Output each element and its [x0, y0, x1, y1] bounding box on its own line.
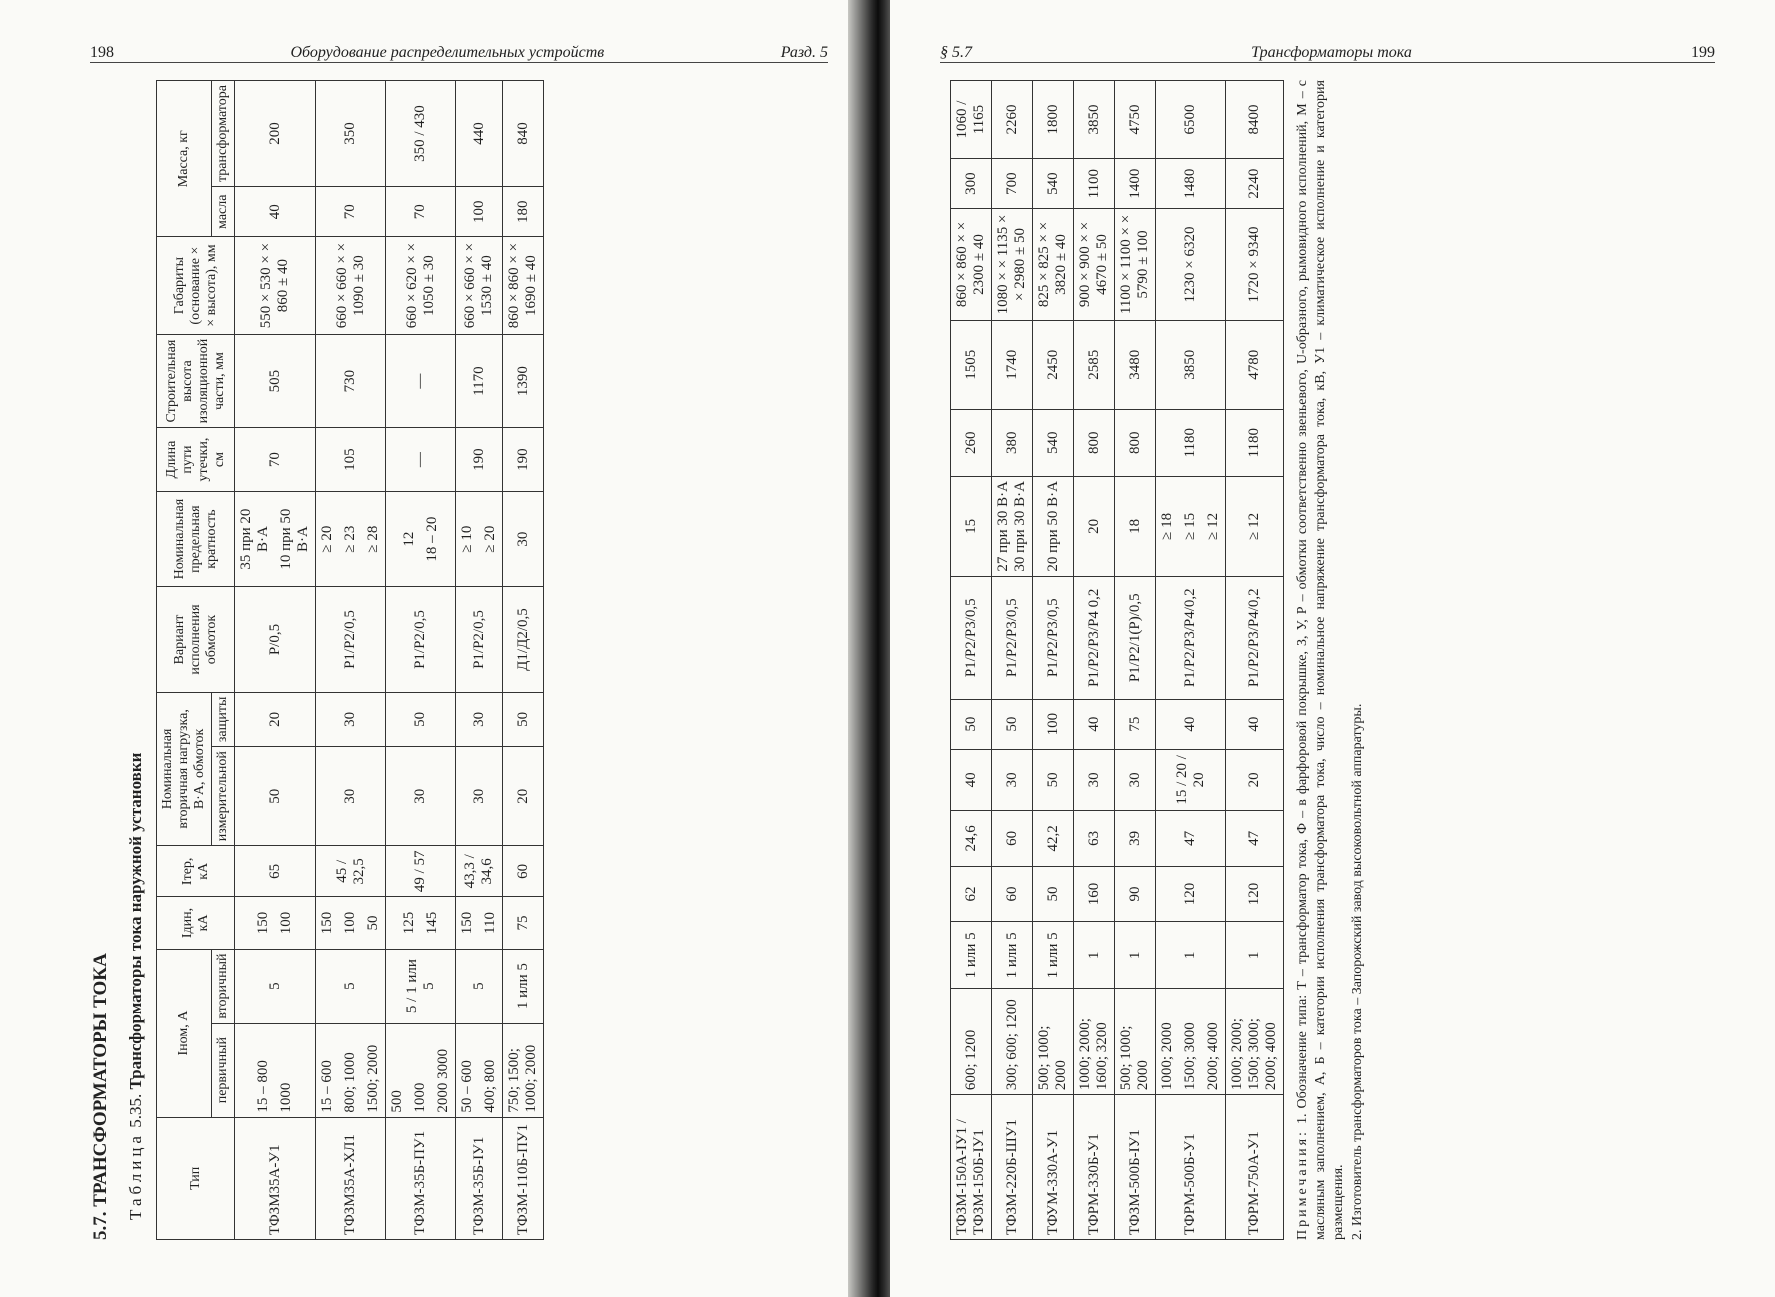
- cell-mult-item: 18: [1126, 518, 1143, 534]
- cell-height: 505: [235, 334, 316, 428]
- hdr-primary: первичный: [212, 1023, 235, 1117]
- cell-idyn-item: 160: [1085, 882, 1102, 906]
- cell-primary: [1115, 989, 1156, 1095]
- cell-dims: 900 × 900 × × 4670 ± 50: [1074, 209, 1115, 320]
- cell-primary: [456, 1023, 503, 1117]
- cell-primary-item: 1000: [278, 1082, 295, 1113]
- cell-dims: 860 × 860 × × 2300 ± 40: [951, 209, 992, 320]
- right-running-title: Трансформаторы тока: [1251, 44, 1412, 61]
- cell-primary-item: 400; 800: [482, 1059, 499, 1113]
- cell-iter: 42,2: [1033, 810, 1074, 866]
- cell-mult-item: ≥ 20: [482, 525, 499, 553]
- cell-idyn-item: 60: [1003, 886, 1020, 902]
- cell-dims: 860 × 860 × × 1690 ± 40: [503, 237, 544, 334]
- cell-primary-item: 1000; 2000; 1600; 3200: [1077, 1018, 1110, 1091]
- cell-leak: 1180: [1156, 409, 1226, 476]
- cell-meas: 15 / 20 / 20: [1156, 749, 1226, 810]
- section-title: 5.7. ТРАНСФОРМАТОРЫ ТОКА: [90, 953, 111, 1240]
- cell-oil: 70: [386, 187, 456, 237]
- cell-variant: Р1/Р2/Р3/0,5: [992, 576, 1033, 699]
- cell-meas: 30: [456, 747, 503, 846]
- cell-meas: 30: [992, 749, 1033, 810]
- cell-variant: Р/0,5: [235, 587, 316, 692]
- cell-primary-item: 1500; 2000: [365, 1044, 382, 1113]
- cell-idyn: [1115, 866, 1156, 922]
- table-row: [1033, 81, 1074, 1240]
- cell-primary-item: 300; 600; 1200: [1003, 999, 1020, 1091]
- cell-prot: 20: [235, 692, 316, 747]
- cell-oil: 300: [951, 159, 992, 209]
- cell-mult: [1156, 476, 1226, 576]
- cell-iter: 60: [503, 846, 544, 897]
- hdr-mass-oil: масла: [212, 187, 235, 237]
- cell-idyn-item: 100: [342, 911, 359, 935]
- cell-leak: —: [386, 428, 456, 491]
- cell-dims: 1100 × 1100 × × 5790 ± 100: [1115, 209, 1156, 320]
- cell-oil: 100: [456, 187, 503, 237]
- left-page: [0, 0, 868, 1297]
- cell-type: ТФЗМ-150А-ІУ1 / ТФЗМ-150Б-ІУ1: [951, 1095, 992, 1240]
- cell-prot: 100: [1033, 699, 1074, 749]
- hdr-meas: измерительной: [212, 747, 235, 846]
- cell-secondary: 1 или 5: [1033, 922, 1074, 989]
- cell-secondary: 1: [1074, 922, 1115, 989]
- table-row: [992, 81, 1033, 1240]
- cell-idyn-item: 120: [1246, 882, 1262, 906]
- cell-variant: Р1/Р2/Р3/Р4/0,2: [1226, 576, 1284, 699]
- cell-height: 3850: [1156, 320, 1226, 409]
- hdr-secondary: вторичный: [212, 949, 235, 1023]
- cell-primary-item: 50 – 600: [459, 1060, 476, 1113]
- hdr-mass-transformer: трансформатора: [212, 81, 235, 187]
- cell-primary-item: 750; 1500; 1000; 2000: [506, 1044, 540, 1113]
- cell-leak: 380: [992, 409, 1033, 476]
- cell-primary-item: 600; 1200: [962, 1029, 979, 1091]
- cell-iter: 47: [1156, 810, 1226, 866]
- cell-type: ТФУМ-330А-У1: [1033, 1095, 1074, 1240]
- cell-mult: [235, 491, 316, 587]
- cell-mult: [386, 491, 456, 587]
- cell-primary: [951, 989, 992, 1095]
- cell-primary: [503, 1023, 544, 1117]
- cell-idyn: [951, 866, 992, 922]
- cell-prot: 40: [1226, 699, 1284, 749]
- left-page-header: [90, 40, 828, 63]
- cell-idyn: [386, 897, 456, 949]
- data-table-left: [156, 80, 544, 1240]
- cell-meas: 30: [1074, 749, 1115, 810]
- table-row: [316, 81, 386, 1240]
- cell-oil: 540: [1033, 159, 1074, 209]
- cell-dims: 660 × 660 × × 1090 ± 30: [316, 237, 386, 334]
- cell-meas: 50: [235, 747, 316, 846]
- cell-oil: 70: [316, 187, 386, 237]
- cell-mult-item: ≥ 12: [1246, 512, 1262, 540]
- table-notes: [1294, 80, 1367, 1240]
- cell-type: ТФЗМ-220Б-ШУ1: [992, 1095, 1033, 1240]
- table-caption-prefix: Таблица: [126, 1132, 145, 1220]
- cell-variant: Р1/Р2/0,5: [386, 587, 456, 692]
- cell-prot: 50: [951, 699, 992, 749]
- cell-dims: 660 × 660 × × 1530 ± 40: [456, 237, 503, 334]
- cell-secondary: 1 или 5: [992, 922, 1033, 989]
- table-row: [1074, 81, 1115, 1240]
- hdr-dims: Габариты (основание × × высота), мм: [157, 237, 235, 334]
- left-page-number: 198: [90, 44, 114, 61]
- cell-mult: [992, 476, 1033, 576]
- table-caption: [126, 80, 148, 1220]
- cell-mass: 8400: [1226, 81, 1284, 159]
- cell-mult-item: ≥ 10: [459, 525, 476, 553]
- cell-variant: Р1/Р2/0,5: [316, 587, 386, 692]
- cell-prot: 50: [386, 692, 456, 747]
- cell-idyn: [1033, 866, 1074, 922]
- note-1: 1. Обозначение типа: Т – трансформатор тока, Ф – в фарфоровой покрышке, З, У, Р – обмотки соответственно звеньевого, U-образного, рымовидного исполнений, М – с масляным заполнением, А, Б – категории исполнения трансформатора тока, число – номинальное напряжение трансформатора тока, кВ, У1 – климатическое исполнение и категория размещения.: [1295, 80, 1347, 1240]
- cell-idyn: [503, 897, 544, 949]
- cell-height: 1740: [992, 320, 1033, 409]
- cell-idyn-item: 150: [319, 911, 336, 935]
- table-caption-number: 5.35.: [126, 1093, 145, 1128]
- cell-secondary: 1 или 5: [503, 949, 544, 1023]
- cell-height: 730: [316, 334, 386, 428]
- cell-prot: 50: [503, 692, 544, 747]
- cell-primary-item: 2000 3000: [435, 1048, 452, 1113]
- cell-height: 3480: [1115, 320, 1156, 409]
- cell-meas: 40: [951, 749, 992, 810]
- table-body-right: [951, 81, 1284, 1240]
- cell-mult-item: 20: [1085, 518, 1102, 534]
- cell-idyn: [456, 897, 503, 949]
- table-row: [951, 81, 992, 1240]
- cell-primary-item: 15 – 600: [319, 1060, 336, 1113]
- cell-idyn-item: 100: [278, 911, 295, 935]
- cell-mult-item: 27 при 30 В·А 30 при 30 В·А: [995, 481, 1028, 572]
- cell-leak: 540: [1033, 409, 1074, 476]
- cell-secondary: 1 или 5: [951, 922, 992, 989]
- cell-type: ТФЗМ-500Б-ІУ1: [1115, 1095, 1156, 1240]
- cell-primary-item: 500; 1000; 2000: [1118, 1025, 1151, 1091]
- cell-leak: 70: [235, 428, 316, 491]
- cell-variant: Р1/Р2/Р3/Р4/0,2: [1156, 576, 1226, 699]
- cell-idyn: [235, 897, 316, 949]
- cell-idyn-item: 110: [482, 911, 499, 934]
- table-body-left: [235, 81, 544, 1240]
- cell-mass: 1800: [1033, 81, 1074, 159]
- cell-mult-item: ≥ 28: [365, 525, 382, 553]
- cell-idyn-item: 62: [962, 886, 979, 902]
- cell-leak: 260: [951, 409, 992, 476]
- cell-mult: [456, 491, 503, 587]
- cell-mass: 200: [235, 81, 316, 187]
- cell-idyn-item: 150: [459, 911, 476, 935]
- cell-prot: 30: [456, 692, 503, 747]
- right-section-ref: § 5.7: [940, 44, 972, 61]
- cell-leak: 800: [1115, 409, 1156, 476]
- table-row: [1115, 81, 1156, 1240]
- cell-oil: 180: [503, 187, 544, 237]
- cell-mult-item: 35 при 20 В·А: [238, 508, 272, 570]
- cell-type: ТФРМ-330Б-У1: [1074, 1095, 1115, 1240]
- cell-idyn-item: 75: [514, 915, 531, 931]
- cell-type: ТФЗМ-35Б-ІУ1: [456, 1117, 503, 1239]
- cell-variant: Р1/Р2/Р3/0,5: [951, 576, 992, 699]
- cell-primary: [1033, 989, 1074, 1095]
- cell-primary: [386, 1023, 456, 1117]
- cell-mult-item: ≥ 20: [319, 525, 336, 553]
- cell-variant: Р1/Р2/1(Р)/0,5: [1115, 576, 1156, 699]
- cell-iter: 63: [1074, 810, 1115, 866]
- cell-variant: Р1/Р2/Р3/Р4 0,2: [1074, 576, 1115, 699]
- cell-height: 4780: [1226, 320, 1284, 409]
- cell-idyn-item: 125: [400, 911, 417, 935]
- cell-iter: 49 / 57: [386, 846, 456, 897]
- cell-meas: 20: [1226, 749, 1284, 810]
- cell-primary-item: 1000: [412, 1082, 429, 1113]
- data-table-right: [950, 80, 1284, 1240]
- cell-mass: 440: [456, 81, 503, 187]
- cell-oil: 1480: [1156, 159, 1226, 209]
- cell-secondary: 5: [235, 949, 316, 1023]
- cell-mult: [1074, 476, 1115, 576]
- table-row: [503, 81, 544, 1240]
- cell-oil: 2240: [1226, 159, 1284, 209]
- cell-mass: 4750: [1115, 81, 1156, 159]
- right-page-number: 199: [1690, 44, 1715, 61]
- cell-height: 2585: [1074, 320, 1115, 409]
- cell-mult-item: ≥ 18: [1159, 512, 1175, 540]
- cell-iter: 47: [1226, 810, 1284, 866]
- cell-oil: 1400: [1115, 159, 1156, 209]
- table-caption-title: Трансформаторы тока наружной установки: [126, 752, 145, 1090]
- cell-height: 1170: [456, 334, 503, 428]
- hdr-idyn: Iдин, кА: [157, 897, 235, 949]
- cell-primary: [992, 989, 1033, 1095]
- cell-primary: [235, 1023, 316, 1117]
- cell-primary: [316, 1023, 386, 1117]
- hdr-inom: Iном, А: [157, 949, 212, 1117]
- cell-mult: [503, 491, 544, 587]
- cell-prot: 50: [992, 699, 1033, 749]
- cell-mass: 1060 / 1165: [951, 81, 992, 159]
- cell-mult: [1115, 476, 1156, 576]
- table-row: [1156, 81, 1226, 1240]
- cell-dims: 1080 × × 1135 × × 2980 ± 50: [992, 209, 1033, 320]
- cell-primary-item: 15 – 800: [255, 1060, 272, 1113]
- cell-leak: 190: [503, 428, 544, 491]
- right-rotated-content: [940, 80, 1730, 1240]
- cell-primary-item: 1000; 2000; 1500; 3000; 2000; 4000: [1229, 1018, 1279, 1091]
- cell-mass: 3850: [1074, 81, 1115, 159]
- cell-idyn: [992, 866, 1033, 922]
- table-row: [1226, 81, 1284, 1240]
- cell-mult-item: 18 – 20: [423, 516, 440, 562]
- cell-height: —: [386, 334, 456, 428]
- cell-mult-item: ≥ 12: [1205, 512, 1221, 540]
- cell-idyn: [1226, 866, 1284, 922]
- cell-primary-item: 2000; 4000: [1205, 1022, 1221, 1091]
- cell-leak: 1180: [1226, 409, 1284, 476]
- cell-secondary: 1: [1226, 922, 1284, 989]
- cell-mult: [316, 491, 386, 587]
- cell-meas: 30: [386, 747, 456, 846]
- cell-variant: Р1/Р2/0,5: [456, 587, 503, 692]
- cell-primary-item: 500; 1000; 2000: [1036, 1025, 1069, 1091]
- cell-secondary: 5 / 1 или 5: [386, 949, 456, 1023]
- cell-primary-item: 1500; 3000: [1182, 1022, 1198, 1091]
- cell-meas: 30: [1115, 749, 1156, 810]
- hdr-mult: Номинальная предельная кратность: [157, 491, 235, 587]
- hdr-variant: Вариант исполнения обмоток: [157, 587, 235, 692]
- cell-idyn-item: 150: [255, 911, 272, 935]
- cell-primary: [1074, 989, 1115, 1095]
- cell-dims: 550 × 530 × × 860 ± 40: [235, 237, 316, 334]
- cell-secondary: 1: [1115, 922, 1156, 989]
- cell-type: ТФЗМ-110Б-ПУ1: [503, 1117, 544, 1239]
- cell-prot: 30: [316, 692, 386, 747]
- cell-oil: 700: [992, 159, 1033, 209]
- cell-idyn-item: 50: [365, 915, 382, 931]
- cell-mass: 840: [503, 81, 544, 187]
- cell-mult-item: 15: [962, 518, 979, 534]
- cell-iter: 60: [992, 810, 1033, 866]
- left-running-title: Оборудование распределительных устройств: [290, 44, 605, 61]
- cell-idyn: [316, 897, 386, 949]
- cell-mass: 350 / 430: [386, 81, 456, 187]
- cell-idyn-item: 120: [1182, 882, 1198, 906]
- cell-mult-item: ≥ 15: [1182, 512, 1198, 540]
- cell-variant: Р1/Р2/Р3/0,5: [1033, 576, 1074, 699]
- cell-mult-item: ≥ 23: [342, 525, 359, 553]
- hdr-prot: защиты: [212, 692, 235, 747]
- cell-oil: 40: [235, 187, 316, 237]
- cell-idyn-item: 90: [1126, 886, 1143, 902]
- cell-prot: 40: [1074, 699, 1115, 749]
- cell-leak: 800: [1074, 409, 1115, 476]
- hdr-load: Номинальная вторичная нагрузка, В·А, обмоток: [157, 692, 212, 846]
- cell-secondary: 5: [316, 949, 386, 1023]
- cell-idyn-item: 145: [423, 911, 440, 935]
- cell-idyn: [1074, 866, 1115, 922]
- hdr-type: Тип: [157, 1117, 235, 1239]
- cell-mult-item: 10 при 50 В·А: [278, 508, 312, 570]
- cell-meas: 50: [1033, 749, 1074, 810]
- cell-primary-item: 500: [389, 1090, 406, 1113]
- left-section-ref: Разд. 5: [780, 44, 828, 61]
- cell-type: ТФЗМ35А-У1: [235, 1117, 316, 1239]
- cell-primary: [1226, 989, 1284, 1095]
- cell-height: 1505: [951, 320, 992, 409]
- cell-height: 2450: [1033, 320, 1074, 409]
- cell-idyn: [1156, 866, 1226, 922]
- cell-mass: 350: [316, 81, 386, 187]
- table-row: [386, 81, 456, 1240]
- hdr-mass: Масса, кг: [157, 81, 212, 237]
- cell-prot: 40: [1156, 699, 1226, 749]
- table-row: [456, 81, 503, 1240]
- cell-iter: 39: [1115, 810, 1156, 866]
- cell-meas: 20: [503, 747, 544, 846]
- note-2: 2. Изготовитель трансформаторов тока – Запорожский завод высоковольтной аппаратуры.: [1349, 703, 1365, 1240]
- table-row: [235, 81, 316, 1240]
- cell-dims: 660 × 620 × × 1050 ± 30: [386, 237, 456, 334]
- cell-secondary: 5: [456, 949, 503, 1023]
- cell-type: ТФРМ-750А-У1: [1226, 1095, 1284, 1240]
- cell-iter: 45 / 32,5: [316, 846, 386, 897]
- cell-type: ТФЗМ35А-ХЛ1: [316, 1117, 386, 1239]
- cell-mult-item: 30: [514, 531, 531, 547]
- cell-mult: [1226, 476, 1284, 576]
- cell-idyn-item: 50: [1044, 886, 1061, 902]
- cell-dims: 1230 × 6320: [1156, 209, 1226, 320]
- cell-height: 1390: [503, 334, 544, 428]
- cell-mass: 2260: [992, 81, 1033, 159]
- cell-mult: [951, 476, 992, 576]
- notes-label: Примечания:: [1295, 1129, 1310, 1240]
- cell-mass: 6500: [1156, 81, 1226, 159]
- right-page-header: [940, 40, 1715, 63]
- cell-prot: 75: [1115, 699, 1156, 749]
- cell-primary: [1156, 989, 1226, 1095]
- cell-type: ТФЗМ-35Б-ПУ1: [386, 1117, 456, 1239]
- cell-variant: Д1/Д2/0,5: [503, 587, 544, 692]
- hdr-iter: Iтер, кА: [157, 846, 235, 897]
- cell-leak: 190: [456, 428, 503, 491]
- hdr-height: Строительная высота изоляционной части, мм: [157, 334, 235, 428]
- cell-primary-item: 800; 1000: [342, 1052, 359, 1113]
- cell-iter: 43,3 / 34,6: [456, 846, 503, 897]
- cell-leak: 105: [316, 428, 386, 491]
- cell-mult: [1033, 476, 1074, 576]
- cell-meas: 30: [316, 747, 386, 846]
- cell-primary-item: 1000; 2000: [1159, 1022, 1175, 1091]
- cell-dims: 1720 × 9340: [1226, 209, 1284, 320]
- cell-oil: 1100: [1074, 159, 1115, 209]
- cell-dims: 825 × 825 × × 3820 ± 40: [1033, 209, 1074, 320]
- cell-iter: 65: [235, 846, 316, 897]
- cell-secondary: 1: [1156, 922, 1226, 989]
- cell-iter: 24,6: [951, 810, 992, 866]
- cell-mult-item: 12: [400, 531, 417, 547]
- cell-mult-item: 20 при 50 В·А: [1044, 481, 1061, 572]
- right-page: [890, 0, 1775, 1297]
- cell-type: ТФРМ-500Б-У1: [1156, 1095, 1226, 1240]
- hdr-leak: Длина пути утечки, см: [157, 428, 235, 491]
- left-rotated-content: [90, 80, 790, 1240]
